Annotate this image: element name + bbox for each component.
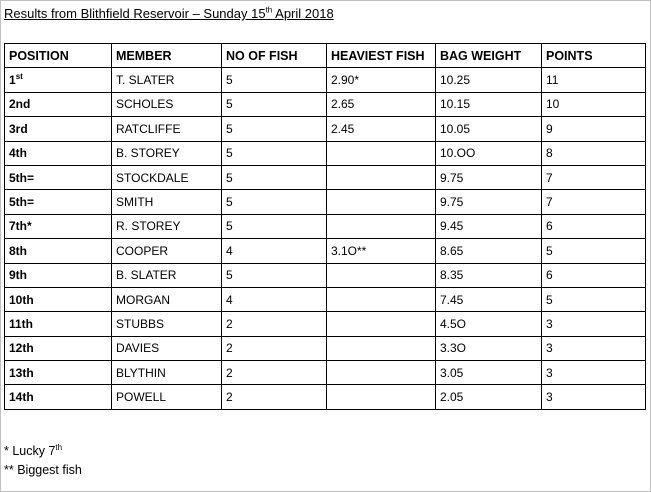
cell-no-of-fish: [222, 336, 327, 360]
cell-bag-weight-text: 9.45: [440, 219, 464, 234]
cell-points-text: 3: [546, 316, 553, 331]
cell-no-of-fish-text: 2: [226, 316, 233, 331]
cell-position: [5, 92, 112, 116]
cell-member-text: DAVIES: [116, 341, 160, 356]
cell-points: [542, 312, 646, 336]
cell-position: [5, 214, 112, 238]
cell-points-text: 8: [546, 146, 553, 161]
cell-position-text: 14th: [9, 390, 34, 405]
table-row: [5, 117, 646, 141]
cell-heaviest-fish: [327, 312, 436, 336]
table-row: [5, 263, 646, 287]
cell-bag-weight: [436, 165, 542, 189]
header-position: POSITION: [5, 44, 112, 68]
cell-no-of-fish-text: 5: [226, 268, 233, 283]
cell-bag-weight: [436, 141, 542, 165]
cell-heaviest-fish: [327, 165, 436, 189]
cell-points-text: 5: [546, 292, 553, 307]
cell-member-text: T. SLATER: [116, 73, 175, 88]
cell-no-of-fish: [222, 141, 327, 165]
cell-no-of-fish: [222, 190, 327, 214]
cell-member-text: B. SLATER: [116, 268, 177, 283]
title-date-suffix: th: [265, 5, 273, 15]
cell-position-text: 10th: [9, 292, 34, 307]
cell-member: [112, 214, 222, 238]
cell-heaviest-fish: [327, 239, 436, 263]
table-row: [5, 239, 646, 263]
cell-points-text: 10: [546, 97, 560, 112]
cell-position-text: 8th: [9, 243, 27, 258]
table-row: [5, 165, 646, 189]
cell-no-of-fish: [222, 287, 327, 311]
cell-heaviest-fish-text: 2.65: [331, 97, 355, 112]
cell-no-of-fish-text: 4: [226, 243, 233, 258]
cell-position: [5, 239, 112, 263]
cell-points-text: 11: [546, 73, 559, 88]
cell-position: [5, 117, 112, 141]
cell-position: [5, 68, 112, 92]
cell-member: [112, 190, 222, 214]
cell-heaviest-fish: [327, 287, 436, 311]
cell-bag-weight-text: 3.05: [440, 365, 464, 380]
cell-heaviest-fish: [327, 263, 436, 287]
cell-member-text: POWELL: [116, 390, 167, 405]
cell-no-of-fish: [222, 165, 327, 189]
cell-position-text: 2nd: [9, 97, 31, 112]
cell-no-of-fish-text: 2: [226, 365, 233, 380]
cell-heaviest-fish: [327, 92, 436, 116]
cell-no-of-fish: [222, 117, 327, 141]
cell-bag-weight-text: 4.5O: [440, 316, 467, 331]
cell-no-of-fish: [222, 214, 327, 238]
cell-member-text: BLYTHIN: [116, 365, 166, 380]
cell-bag-weight-text: 3.3O: [440, 341, 467, 356]
cell-position-text: 5th=: [9, 170, 35, 185]
cell-position-text: 9th: [9, 268, 27, 283]
cell-heaviest-fish-text: 2.90*: [331, 73, 360, 88]
cell-no-of-fish-text: 4: [226, 292, 233, 307]
cell-member: [112, 287, 222, 311]
cell-bag-weight-text: 8.35: [440, 268, 464, 283]
cell-position-text: 3rd: [9, 121, 28, 136]
cell-points: [542, 190, 646, 214]
cell-member-text: B. STOREY: [116, 146, 180, 161]
cell-position: [5, 165, 112, 189]
cell-bag-weight: [436, 361, 542, 385]
cell-member: [112, 68, 222, 92]
cell-bag-weight-text: 10.25: [440, 73, 471, 88]
cell-points-text: 3: [546, 341, 553, 356]
cell-bag-weight: [436, 336, 542, 360]
header-points: POINTS: [542, 44, 646, 68]
cell-bag-weight: [436, 92, 542, 116]
cell-heaviest-fish-text: 2.45: [331, 121, 355, 136]
cell-position: [5, 190, 112, 214]
header-bag-weight: BAG WEIGHT: [436, 44, 542, 68]
document-title: [4, 6, 334, 21]
cell-member: [112, 239, 222, 263]
table-row: [5, 92, 646, 116]
cell-no-of-fish: [222, 263, 327, 287]
cell-points: [542, 68, 646, 92]
footnote-lucky-suffix: th: [55, 442, 63, 452]
footnote-lucky-seventh: [4, 442, 82, 461]
cell-points: [542, 92, 646, 116]
cell-position-text: 4th: [9, 146, 27, 161]
cell-member-text: STOCKDALE: [116, 170, 189, 185]
title-venue: Blithfield: [80, 6, 130, 21]
cell-member: [112, 263, 222, 287]
table-row: [5, 287, 646, 311]
cell-heaviest-fish: [327, 190, 436, 214]
cell-heaviest-fish: [327, 214, 436, 238]
results-body: [5, 68, 646, 409]
cell-no-of-fish-text: 5: [226, 73, 233, 88]
cell-member: [112, 141, 222, 165]
cell-points: [542, 141, 646, 165]
table-row: [5, 190, 646, 214]
footnote-lucky-text: * Lucky 7: [4, 444, 56, 458]
cell-points: [542, 385, 646, 409]
table-row: [5, 361, 646, 385]
cell-member-text: SMITH: [116, 195, 154, 210]
cell-position: [5, 385, 112, 409]
cell-bag-weight-text: 9.75: [440, 195, 464, 210]
cell-member: [112, 336, 222, 360]
cell-member-text: SCHOLES: [116, 97, 174, 112]
table-row: [5, 385, 646, 409]
cell-bag-weight: [436, 385, 542, 409]
cell-points: [542, 361, 646, 385]
cell-position: [5, 312, 112, 336]
cell-bag-weight: [436, 190, 542, 214]
cell-member: [112, 385, 222, 409]
cell-no-of-fish-text: 2: [226, 341, 233, 356]
cell-points-text: 7: [546, 170, 553, 185]
cell-position-text: 5th=: [9, 195, 35, 210]
title-rest: April 2018: [272, 6, 334, 21]
cell-heaviest-fish: [327, 68, 436, 92]
cell-member-text: MORGAN: [116, 292, 170, 307]
cell-position: [5, 336, 112, 360]
cell-heaviest-fish: [327, 336, 436, 360]
table-row: [5, 214, 646, 238]
cell-points: [542, 287, 646, 311]
cell-position: [5, 287, 112, 311]
table-row: [5, 336, 646, 360]
header-heaviest-fish: HEAVIEST FISH: [327, 44, 436, 68]
cell-heaviest-fish-text: 3.1O**: [331, 243, 367, 258]
cell-bag-weight-text: 9.75: [440, 170, 464, 185]
title-prefix: Results from: [4, 6, 81, 21]
header-member: MEMBER: [112, 44, 222, 68]
cell-points-text: 6: [546, 268, 553, 283]
cell-no-of-fish: [222, 68, 327, 92]
cell-no-of-fish: [222, 239, 327, 263]
cell-bag-weight: [436, 287, 542, 311]
cell-member: [112, 312, 222, 336]
cell-points: [542, 117, 646, 141]
cell-points: [542, 336, 646, 360]
cell-member: [112, 117, 222, 141]
cell-bag-weight-text: 10.05: [440, 121, 471, 136]
cell-bag-weight-text: 2.05: [440, 390, 464, 405]
cell-member: [112, 165, 222, 189]
cell-position: [5, 263, 112, 287]
cell-member-text: RATCLIFFE: [116, 121, 181, 136]
cell-no-of-fish-text: 5: [226, 170, 233, 185]
cell-no-of-fish: [222, 385, 327, 409]
cell-position: [5, 361, 112, 385]
footnotes: [4, 442, 82, 480]
cell-member-text: STUBBS: [116, 316, 165, 331]
cell-no-of-fish-text: 2: [226, 390, 233, 405]
cell-heaviest-fish: [327, 141, 436, 165]
cell-points: [542, 263, 646, 287]
cell-no-of-fish: [222, 312, 327, 336]
cell-member-text: COOPER: [116, 243, 169, 258]
cell-points-text: 3: [546, 365, 553, 380]
cell-bag-weight-text: 10.OO: [440, 146, 476, 161]
table-row: [5, 312, 646, 336]
cell-position-text: 13th: [9, 365, 34, 380]
cell-no-of-fish-text: 5: [226, 195, 233, 210]
cell-bag-weight: [436, 239, 542, 263]
cell-bag-weight-text: 7.45: [440, 292, 464, 307]
cell-points: [542, 165, 646, 189]
cell-bag-weight-text: 10.15: [440, 97, 471, 112]
cell-no-of-fish-text: 5: [226, 121, 233, 136]
cell-bag-weight: [436, 263, 542, 287]
cell-no-of-fish-text: 5: [226, 146, 233, 161]
cell-member-text: R. STOREY: [116, 219, 181, 234]
cell-bag-weight: [436, 68, 542, 92]
footnote-biggest-fish: ** Biggest fish: [4, 463, 82, 477]
cell-position: [5, 141, 112, 165]
cell-points-text: 3: [546, 390, 553, 405]
cell-bag-weight: [436, 312, 542, 336]
cell-no-of-fish-text: 5: [226, 219, 233, 234]
cell-position-text: 7th*: [9, 219, 32, 234]
cell-heaviest-fish: [327, 117, 436, 141]
results-table: [4, 43, 646, 410]
cell-points: [542, 239, 646, 263]
cell-position-text: 11th: [9, 316, 34, 331]
cell-no-of-fish: [222, 361, 327, 385]
table-row: [5, 141, 646, 165]
cell-bag-weight: [436, 214, 542, 238]
cell-points-text: 6: [546, 219, 553, 234]
position-suffix: st: [15, 72, 23, 82]
cell-points: [542, 214, 646, 238]
cell-bag-weight: [436, 117, 542, 141]
cell-position-text: 12th: [9, 341, 34, 356]
header-row: [5, 44, 646, 68]
cell-heaviest-fish: [327, 361, 436, 385]
header-no-of-fish: NO OF FISH: [222, 44, 327, 68]
cell-points-text: 9: [546, 121, 553, 136]
cell-member: [112, 92, 222, 116]
cell-no-of-fish: [222, 92, 327, 116]
cell-heaviest-fish: [327, 385, 436, 409]
table-row: [5, 68, 646, 92]
cell-bag-weight-text: 8.65: [440, 243, 464, 258]
cell-points-text: 5: [546, 243, 553, 258]
cell-no-of-fish-text: 5: [226, 97, 233, 112]
cell-member: [112, 361, 222, 385]
cell-position-text: 1: [9, 73, 16, 88]
cell-points-text: 7: [546, 195, 553, 210]
title-middle: Reservoir – Sunday 15: [129, 6, 266, 21]
